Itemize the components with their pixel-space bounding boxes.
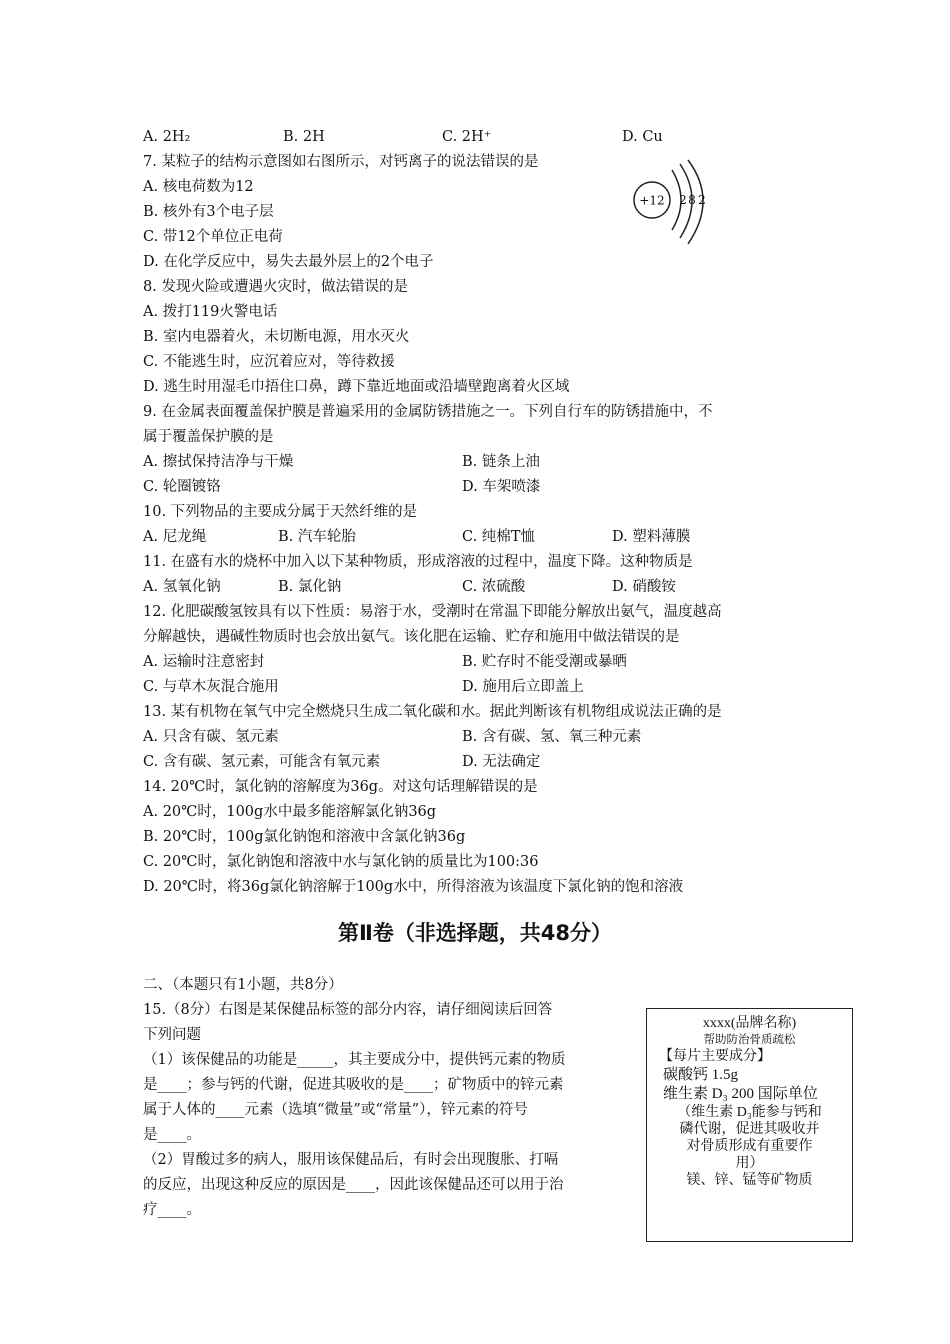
q11-option-d: D. 硝酸铵 bbox=[612, 579, 676, 595]
q11-option-c: C. 浓硫酸 bbox=[462, 579, 526, 595]
q13-option-b: B. 含有碳、氢、氧三种元素 bbox=[462, 729, 642, 745]
shell-2-count: 8 bbox=[688, 193, 696, 207]
q15-line-8: 的反应，出现这种反应的原因是____，因此该保健品还可以用于治 bbox=[143, 1177, 564, 1193]
q15-line-9: 疗____。 bbox=[143, 1202, 201, 1218]
q13-option-d: D. 无法确定 bbox=[462, 754, 541, 770]
q8-option-d: D. 逃生时用湿毛巾捂住口鼻，蹲下靠近地面或沿墙壁跑离着火区域 bbox=[143, 379, 570, 395]
q7-option-c: C. 带12个单位正电荷 bbox=[143, 229, 283, 245]
q6-option-b: B. 2H bbox=[283, 129, 325, 145]
label-item-calcium-carbonate: 碳酸钙 1.5g bbox=[663, 1067, 739, 1083]
q11-option-b: B. 氯化钠 bbox=[278, 579, 342, 595]
q6-option-d: D. Cu bbox=[622, 129, 663, 145]
label-minerals: 镁、锌、锰等矿物质 bbox=[686, 1173, 813, 1188]
q12-option-d: D. 施用后立即盖上 bbox=[462, 679, 584, 695]
q9-option-b: B. 链条上油 bbox=[462, 454, 540, 470]
q9-stem-line1: 9. 在金属表面覆盖保护膜是普遍采用的金属防锈措施之一。下列自行车的防锈措施中，不 bbox=[143, 404, 713, 420]
q10-option-b: B. 汽车轮胎 bbox=[278, 529, 356, 545]
q15-line-7: （2）胃酸过多的病人，服用该保健品后，有时会出现腹胀、打嗝 bbox=[143, 1152, 559, 1168]
q11-option-a: A. 氢氧化钠 bbox=[143, 579, 221, 595]
q6-option-c: C. 2H⁺ bbox=[442, 129, 492, 145]
q12-option-c: C. 与草木灰混合施用 bbox=[143, 679, 279, 695]
q15-line-5: 属于人体的____元素（选填“微量”或“常量”），锌元素的符号 bbox=[143, 1102, 528, 1118]
part-2-heading: 二、（本题只有1小题，共8分） bbox=[143, 977, 343, 993]
label-ingredients-header: 【每片主要成分】 bbox=[659, 1049, 771, 1064]
label-item-vitamin-d3: 维生素 D₃ 200 国际单位 bbox=[663, 1086, 818, 1102]
q9-option-d: D. 车架喷漆 bbox=[462, 479, 541, 495]
q13-option-c: C. 含有碳、氢元素，可能含有氧元素 bbox=[143, 754, 381, 770]
q14-option-d: D. 20℃时，将36g氯化钠溶解于100g水中，所得溶液为该温度下氯化钠的饱和溶液 bbox=[143, 879, 684, 895]
q7-option-d: D. 在化学反应中，易失去最外层上的2个电子 bbox=[143, 254, 434, 270]
q15-line-4: 是____；参与钙的代谢，促进其吸收的是____；矿物质中的锌元素 bbox=[143, 1077, 564, 1093]
q15-line-6: 是____。 bbox=[143, 1127, 201, 1143]
label-note-line-2: 磷代谢，促进其吸收并 bbox=[679, 1122, 820, 1137]
q7-option-b: B. 核外有3个电子层 bbox=[143, 204, 274, 220]
atom-structure-diagram bbox=[628, 158, 718, 248]
q14-option-c: C. 20℃时，氯化钠饱和溶液中水与氯化钠的质量比为100:36 bbox=[143, 854, 539, 870]
label-function: 帮助防治骨质疏松 bbox=[703, 1034, 796, 1046]
supplement-label-box bbox=[646, 1008, 853, 1242]
q11-stem: 11. 在盛有水的烧杯中加入以下某种物质，形成溶液的过程中，温度下降。这种物质是 bbox=[143, 554, 693, 570]
label-note-line-1: （维生素 D₃能参与钙和 bbox=[677, 1105, 822, 1120]
label-brand: xxxx(品牌名称) bbox=[702, 1016, 797, 1031]
shell-1-count: 2 bbox=[679, 193, 687, 207]
q8-option-a: A. 拨打119火警电话 bbox=[143, 304, 278, 320]
q9-option-c: C. 轮圈镀铬 bbox=[143, 479, 221, 495]
q12-stem-line1: 12. 化肥碳酸氢铵具有以下性质：易溶于水，受潮时在常温下即能分解放出氨气，温度越高 bbox=[143, 604, 722, 620]
q7-option-a: A. 核电荷数为12 bbox=[143, 179, 254, 195]
q13-option-a: A. 只含有碳、氢元素 bbox=[143, 729, 279, 745]
q14-option-b: B. 20℃时，100g氯化钠饱和溶液中含氯化钠36g bbox=[143, 829, 466, 845]
section-2-title: 第Ⅱ卷（非选择题，共48分） bbox=[337, 921, 613, 945]
q7-stem: 7. 某粒子的结构示意图如右图所示，对钙离子的说法错误的是 bbox=[143, 154, 539, 170]
q15-line-3: （1）该保健品的功能是_____，其主要成分中，提供钙元素的物质 bbox=[143, 1052, 566, 1068]
q13-stem: 13. 某有机物在氧气中完全燃烧只生成二氧化碳和水。据此判断该有机物组成说法正确的是 bbox=[143, 704, 722, 720]
q12-stem-line2: 分解越快，遇碱性物质时也会放出氨气。该化肥在运输、贮存和施用中做法错误的是 bbox=[143, 629, 680, 645]
q10-stem: 10. 下列物品的主要成分属于天然纤维的是 bbox=[143, 504, 418, 520]
q9-option-a: A. 擦拭保持洁净与干燥 bbox=[143, 454, 294, 470]
q6-option-a: A. 2H₂ bbox=[143, 129, 191, 145]
q9-stem-line2: 属于覆盖保护膜的是 bbox=[143, 429, 274, 445]
q8-option-c: C. 不能逃生时，应沉着应对，等待救援 bbox=[143, 354, 395, 370]
q10-option-d: D. 塑料薄膜 bbox=[612, 529, 691, 545]
label-note-line-4: 用） bbox=[735, 1156, 764, 1171]
q10-option-c: C. 纯棉T恤 bbox=[462, 529, 535, 545]
q12-option-a: A. 运输时注意密封 bbox=[143, 654, 265, 670]
q15-line-1: 15.（8分）右图是某保健品标签的部分内容，请仔细阅读后回答 bbox=[143, 1002, 553, 1018]
nucleus-charge-label: +12 bbox=[639, 193, 665, 208]
label-note-line-3: 对骨质形成有重要作 bbox=[686, 1139, 813, 1154]
shell-3-count: 2 bbox=[698, 193, 706, 207]
q10-option-a: A. 尼龙绳 bbox=[143, 529, 207, 545]
q14-stem: 14. 20℃时，氯化钠的溶解度为36g。对这句话理解错误的是 bbox=[143, 779, 538, 795]
q8-option-b: B. 室内电器着火，未切断电源，用水灭火 bbox=[143, 329, 410, 345]
q12-option-b: B. 贮存时不能受潮或暴晒 bbox=[462, 654, 627, 670]
q15-line-2: 下列问题 bbox=[143, 1027, 201, 1043]
q8-stem: 8. 发现火险或遭遇火灾时，做法错误的是 bbox=[143, 279, 408, 295]
q14-option-a: A. 20℃时，100g水中最多能溶解氯化钠36g bbox=[143, 804, 437, 820]
